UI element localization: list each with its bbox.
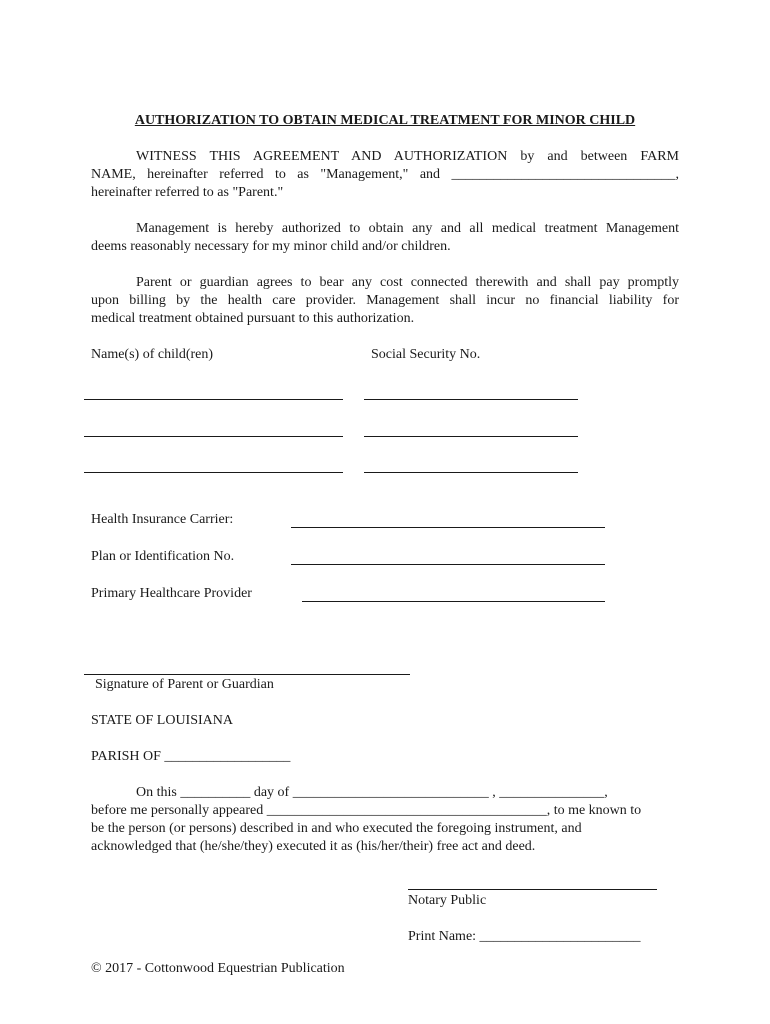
provider-line[interactable]	[302, 601, 605, 602]
state-label: STATE OF LOUISIANA	[91, 713, 233, 728]
para1-line2: NAME, hereinafter referred to as "Management," and ________________________________,	[91, 167, 679, 182]
plan-id-label: Plan or Identification No.	[91, 549, 235, 564]
child-name-line-3[interactable]	[84, 472, 343, 473]
notary-public-label: Notary Public	[408, 893, 487, 908]
print-name-label: Print Name: _______________________	[408, 929, 641, 944]
plan-id-line[interactable]	[291, 564, 605, 565]
para1-line3: hereinafter referred to as "Parent."	[91, 185, 284, 200]
notary-line4: acknowledged that (he/she/they) executed it as (his/her/their) free act and deed.	[91, 839, 536, 854]
para3-line3: medical treatment obtained pursuant to this authorization.	[91, 311, 415, 326]
para3-line1: Parent or guardian agrees to bear any cost connected therewith and shall pay promptly	[136, 275, 679, 290]
para2-line2: deems reasonably necessary for my minor child and/or children.	[91, 239, 451, 254]
para1-line1: WITNESS THIS AGREEMENT AND AUTHORIZATION by and between FARM	[136, 149, 679, 164]
notary-line1: On this __________ day of ____________________________ , _______________,	[136, 785, 608, 800]
para2-line1: Management is hereby authorized to obtain any and all medical treatment Management	[136, 221, 679, 236]
para3-line2: upon billing by the health care provider. Management shall incur no financial liability for	[91, 293, 679, 308]
notary-line2: before me personally appeared ________________________________________, to me known to	[91, 803, 642, 818]
ssn-line-1[interactable]	[364, 399, 578, 400]
document-title: AUTHORIZATION TO OBTAIN MEDICAL TREATMENT FOR MINOR CHILD	[134, 113, 636, 128]
ssn-line-3[interactable]	[364, 472, 578, 473]
notary-line3: be the person (or persons) described in and who executed the foregoing instrument, and	[91, 821, 582, 836]
insurance-carrier-line[interactable]	[291, 527, 605, 528]
signature-label: Signature of Parent or Guardian	[95, 677, 274, 692]
provider-label: Primary Healthcare Provider	[91, 586, 252, 601]
footer-copyright: © 2017 - Cottonwood Equestrian Publication	[91, 961, 345, 976]
ssn-label: Social Security No.	[371, 347, 481, 362]
parish-label: PARISH OF __________________	[91, 749, 291, 764]
child-name-line-1[interactable]	[84, 399, 343, 400]
children-label: Name(s) of child(ren)	[91, 347, 214, 362]
signature-line[interactable]	[84, 674, 410, 675]
notary-signature-line[interactable]	[408, 889, 657, 890]
ssn-line-2[interactable]	[364, 436, 578, 437]
insurance-carrier-label: Health Insurance Carrier:	[91, 512, 234, 527]
child-name-line-2[interactable]	[84, 436, 343, 437]
